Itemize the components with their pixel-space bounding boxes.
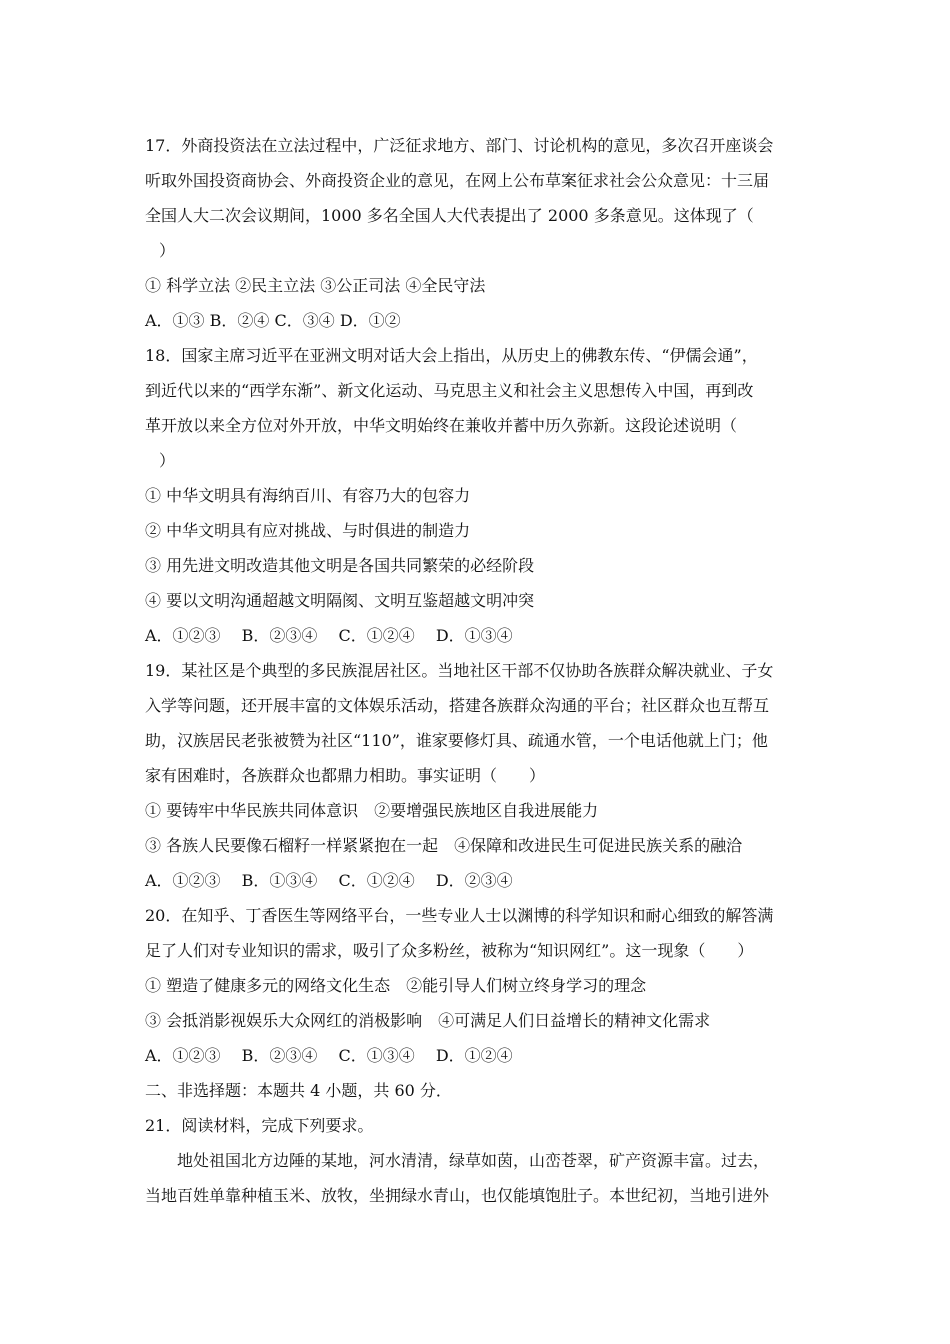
question-17-answers: A．①③ B．②④ C．③④ D．①② (145, 311, 401, 330)
question-19-line-3: 助，汉族居民老张被赞为社区“110”，谁家要修灯具、疏通水管，一个电话他就上门；他 (145, 731, 768, 750)
question-19-option-2: ③ 各族人民要像石榴籽一样紧紧抱在一起 ④保障和改进民生可促进民族关系的融洽 (145, 836, 743, 855)
question-17-line-4: ） (159, 241, 176, 260)
question-19-line-1: 19．某社区是个典型的多民族混居社区。当地社区干部不仅协助各族群众解决就业、子女 (145, 661, 774, 680)
exam-content (145, 128, 810, 1213)
question-18-line-3: 革开放以来全方位对外开放，中华文明始终在兼收并蓄中历久弥新。这段论述说明（ (145, 416, 738, 435)
question-21-para-line-2: 当地百姓单靠种植玉米、放牧，坐拥绿水青山，也仅能填饱肚子。本世纪初，当地引进外 (145, 1186, 770, 1205)
question-18-line-2: 到近代以来的“西学东渐”、新文化运动、马克思主义和社会主义思想传入中国，再到改 (145, 381, 754, 400)
question-17-line-1: 17．外商投资法在立法过程中，广泛征求地方、部门、讨论机构的意见，多次召开座谈会 (145, 136, 774, 155)
question-20-answers: A．①②③ B．②③④ C．①③④ D．①②④ (145, 1046, 513, 1065)
question-18-option-3: ③ 用先进文明改造其他文明是各国共同繁荣的必经阶段 (145, 556, 535, 575)
question-18-line-4: ） (159, 451, 176, 470)
question-20 (145, 898, 810, 1073)
section-heading-non-choice: 二、非选择题：本题共 4 小题，共 60 分． (145, 1081, 452, 1100)
question-21-title: 21．阅读材料，完成下列要求。 (145, 1116, 374, 1135)
question-20-option-2: ③ 会抵消影视娱乐大众网红的消极影响 ④可满足人们日益增长的精神文化需求 (145, 1011, 711, 1030)
question-18-option-2: ② 中华文明具有应对挑战、与时俱进的制造力 (145, 521, 471, 540)
question-21 (145, 1108, 810, 1213)
question-18-answers: A．①②③ B．②③④ C．①②④ D．①③④ (145, 626, 513, 645)
question-19-option-1: ① 要铸牢中华民族共同体意识 ②要增强民族地区自我进展能力 (145, 801, 599, 820)
question-21-para-line-1: 地处祖国北方边陲的某地，河水清清，绿草如茵，山峦苍翠，矿产资源丰富。过去， (177, 1151, 770, 1170)
question-17-line-2: 听取外国投资商协会、外商投资企业的意见，在网上公布草案征求社会公众意见：十三届 (145, 171, 770, 190)
question-18-option-4: ④ 要以文明沟通超越文明隔阂、文明互鉴超越文明冲突 (145, 591, 535, 610)
question-19-line-4: 家有困难时，各族群众也都鼎力相助。事实证明（ ） (145, 766, 546, 785)
question-17 (145, 128, 810, 338)
question-17-options: ① 科学立法 ②民主立法 ③公正司法 ④全民守法 (145, 276, 486, 295)
question-19-answers: A．①②③ B．①③④ C．①②④ D．②③④ (145, 871, 513, 890)
question-17-line-3: 全国人大二次会议期间，1000 多名全国人大代表提出了 2000 多条意见。这体现了（ (145, 206, 754, 225)
question-18 (145, 338, 810, 653)
question-20-line-2: 足了人们对专业知识的需求，吸引了众多粉丝，被称为“知识网红”。这一现象（ ） (145, 941, 754, 960)
question-18-line-1: 18．国家主席习近平在亚洲文明对话大会上指出，从历史上的佛教东传、“伊儒会通”， (145, 346, 758, 365)
question-18-option-1: ① 中华文明具有海纳百川、有容乃大的包容力 (145, 486, 471, 505)
question-20-line-1: 20．在知乎、丁香医生等网络平台，一些专业人士以渊博的科学知识和耐心细致的解答满 (145, 906, 774, 925)
question-20-option-1: ① 塑造了健康多元的网络文化生态 ②能引导人们树立终身学习的理念 (145, 976, 647, 995)
question-19-line-2: 入学等问题，还开展丰富的文体娱乐活动，搭建各族群众沟通的平台；社区群众也互帮互 (145, 696, 770, 715)
question-19 (145, 653, 810, 898)
